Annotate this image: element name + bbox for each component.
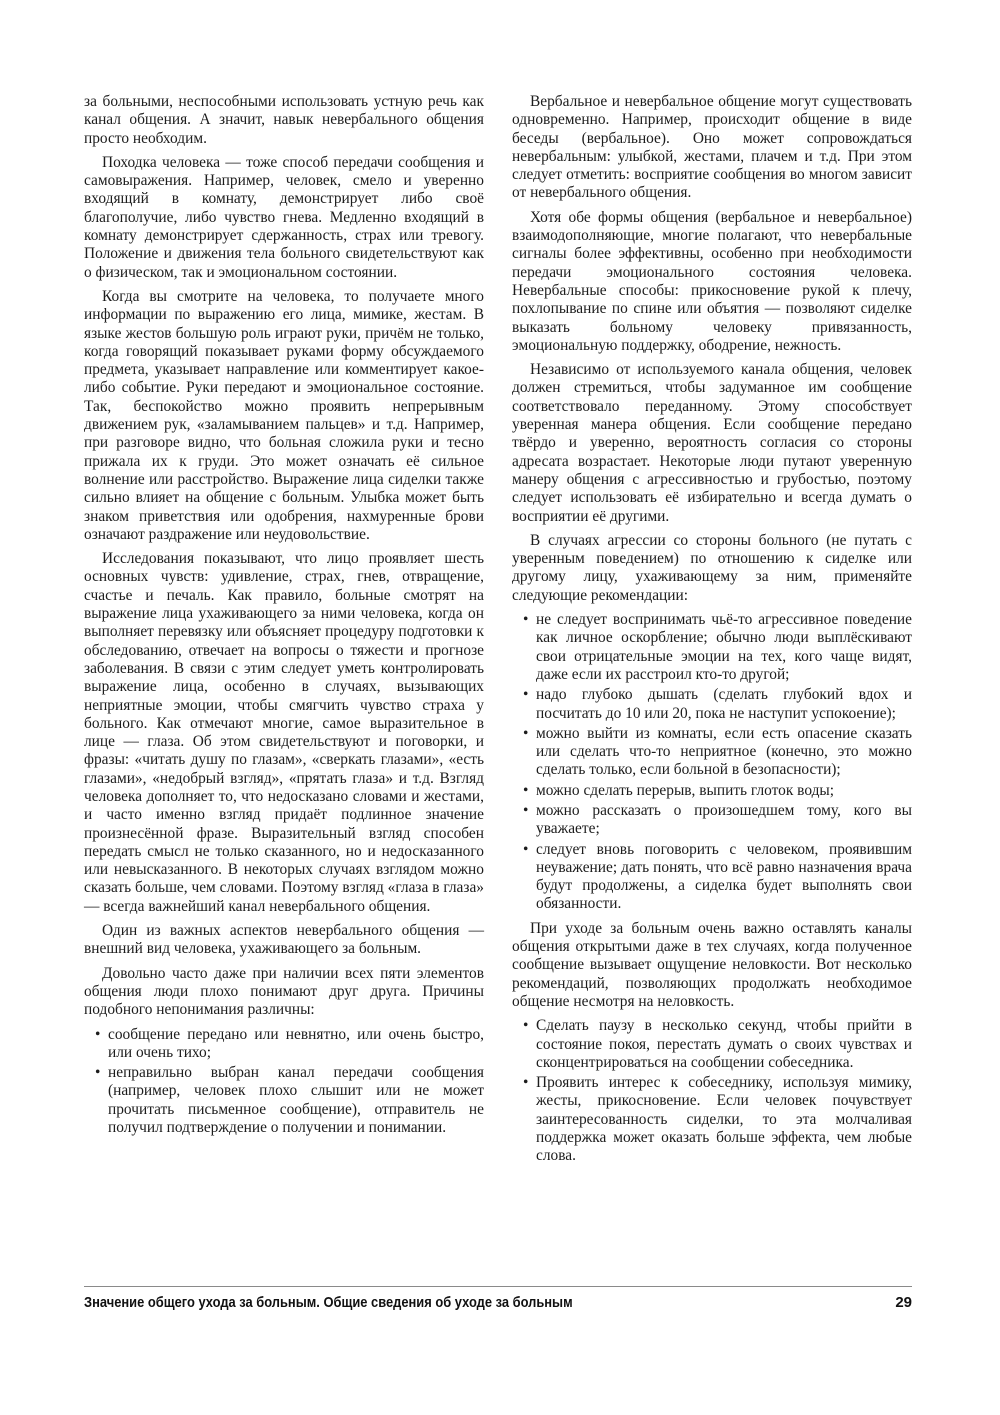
list-item: • сообщение передано или невнятно, или очень быстро, или очень тихо; <box>108 1026 484 1063</box>
list-item: • неправильно выбран канал передачи сообщения (например, человек плохо слышит или не может прочитать письменное сообщение), отправитель не получил подтверждение о получении и понимании. <box>108 1064 484 1137</box>
paragraph: Исследования показывают, что лицо проявляет шесть основных чувств: удивление, страх, гнев, отвращение, счастье и печаль. Как правило, больные смотрят на выражение лица ухаживающего за ними человека, когда он выполняет перевязку или объясняет процедуру подготовки к обследованию, отвечает на вопросы о тяжести и прогнозе заболевания. В связи с этим следует уметь контролировать выражение лица, особенно в случаях, вызывающих неприятные эмоции, чтобы смягчить чувство страха у больного. Как отмечают многие, самое выразительное в лице — глаза. Об этом свидетельствуют и поговорки, и фразы: «читать душу по глазам», «сверкать глазами», «есть глазами», «недобрый взгляд», «прятать глаза» и т.д. Взгляд человека дополняет то, что недосказано словами и жестами, и часто именно взгляд придаёт подлинное значение произнесённой фразе. Выразительный взгляд способен передать смысл не только сказанного, но и недосказанного или невысказанного. В некоторых случаях взглядом можно сказать больше, чем словами. Поэтому взгляд «глаза в глаза» — всегда важнейший канал невербального общения. <box>84 550 484 915</box>
bullet-list <box>84 1026 484 1138</box>
list-item: • следует вновь поговорить с человеком, проявившим неуважение; дать понять, что всё равно назначения врача будут продолжены, а сиделка будет выполнять свои обязанности. <box>536 841 912 914</box>
right-column <box>512 93 912 1172</box>
list-item: • не следует воспринимать чьё-то агрессивное поведение как личное оскорбление; обычно люди выплёскивают свои отрицательные эмоции на тех, кого чаще видят, даже если их расстроил кто-то другой; <box>536 611 912 684</box>
paragraph: Один из важных аспектов невербального общения — внешний вид человека, ухаживающего за больным. <box>84 922 484 958</box>
footer-divider <box>84 1286 912 1287</box>
paragraph: Вербальное и невербальное общение могут существовать одновременно. Например, происходит общение в виде беседы (вербальное). Оно может сопровождаться невербальным: улыбкой, жестами, плачем и т.д. При этом следует отметить: восприятие сообщения во многом зависит от невербального общения. <box>512 93 912 202</box>
paragraph: Хотя обе формы общения (вербальное и невербальное) взаимодополняющие, многие полагают, что невербальные сигналы более эффективны, особенно при необходимости передачи эмоционального состояния человека. Невербальные способы: прикосновение рукой к плечу, похлопывание по спине или объятия — позволяют сиделке выказать больному человеку привязанность, эмоциональную поддержку, ободрение, нежность. <box>512 208 912 354</box>
list-item: • можно сделать перерыв, выпить глоток воды; <box>536 782 912 800</box>
paragraph: Независимо от используемого канала общения, человек должен стремиться, чтобы задуманное им сообщение соответствовало переданному. Этому способствует уверенная манера общения. Если сообщение передано твёрдо и уверенно, вероятность согласия со стороны адресата возрастает. Некоторые люди путают уверенную манеру общения с агрессивностью и грубостью, поэтому следует использовать её избирательно и всегда думать о восприятии её другими. <box>512 361 912 525</box>
bullet-list <box>512 611 912 914</box>
list-item: • можно рассказать о произошедшем тому, кого вы уважаете; <box>536 802 912 839</box>
list-item: • надо глубоко дышать (сделать глубокий вдох и посчитать до 10 или 20, пока не наступит успокоение); <box>536 686 912 723</box>
paragraph: за больными, неспособными использовать устную речь как канал общения. А значит, навык невербального общения просто необходим. <box>84 93 484 147</box>
left-column <box>84 93 484 1143</box>
paragraph: В случаях агрессии со стороны больного (не путать с уверенным поведением) по отношению к сиделке или другому лицу, ухаживающему за ним, применяйте следующие рекомендации: <box>512 531 912 604</box>
list-item: • Сделать паузу в несколько секунд, чтобы прийти в состояние покоя, перестать думать о своих чувствах и сконцентрироваться на сообщении собеседника. <box>536 1017 912 1072</box>
paragraph: Когда вы смотрите на человека, то получаете много информации по выражению его лица, мимике, жестам. В языке жестов большую роль играют руки, причём не только, когда говорящий показывает руками форму обсуждаемого предмета, указывает направление или комментирует какое-либо событие. Руки передают и эмоциональное состояние. Так, беспокойство можно проявить непрерывным движением рук, «заламыванием пальцев» и т.д. Например, при разговоре видно, что больная сложила руки и тесно прижала их к груди. Это может означать её сильное волнение или расстройство. Выражение лица сиделки также сильно влияет на общение с больным. Улыбка может быть знаком приветствия или одобрения, нахмуренные брови означают раздражение или неудовольствие. <box>84 287 484 543</box>
page-number: 29 <box>895 1294 912 1311</box>
bullet-list <box>512 1017 912 1165</box>
running-footer-title: Значение общего ухода за больным. Общие сведения об уходе за больным <box>84 1294 573 1311</box>
list-item: • можно выйти из комнаты, если есть опасение сказать или сделать что-то неприятное (конечно, это можно сделать только, если больной в безопасности); <box>536 725 912 780</box>
list-item: • Проявить интерес к собеседнику, используя мимику, жесты, прикосновение. Если человек почувствует заинтересованность сиделки, то эта молчаливая поддержка может оказать больше эффекта, чем любые слова. <box>536 1074 912 1165</box>
paragraph: При уходе за больным очень важно оставлять каналы общения открытыми даже в тех случаях, когда полученное сообщение вызывает ощущение неловкости. Вот несколько рекомендаций, позволяющих продолжать необходимое общение несмотря на неловкость. <box>512 919 912 1010</box>
paragraph: Походка человека — тоже способ передачи сообщения и самовыражения. Например, человек, смело и уверенно входящий в комнату, демонстрирует либо своё благополучие, либо чувство гнева. Медленно входящий в комнату демонстрирует сдержанность, страх или тревогу. Положение и движения тела больного свидетельствуют как о физическом, так и эмоциональном состоянии. <box>84 153 484 281</box>
paragraph: Довольно часто даже при наличии всех пяти элементов общения люди плохо понимают друг друга. Причины подобного непонимания различны: <box>84 964 484 1019</box>
